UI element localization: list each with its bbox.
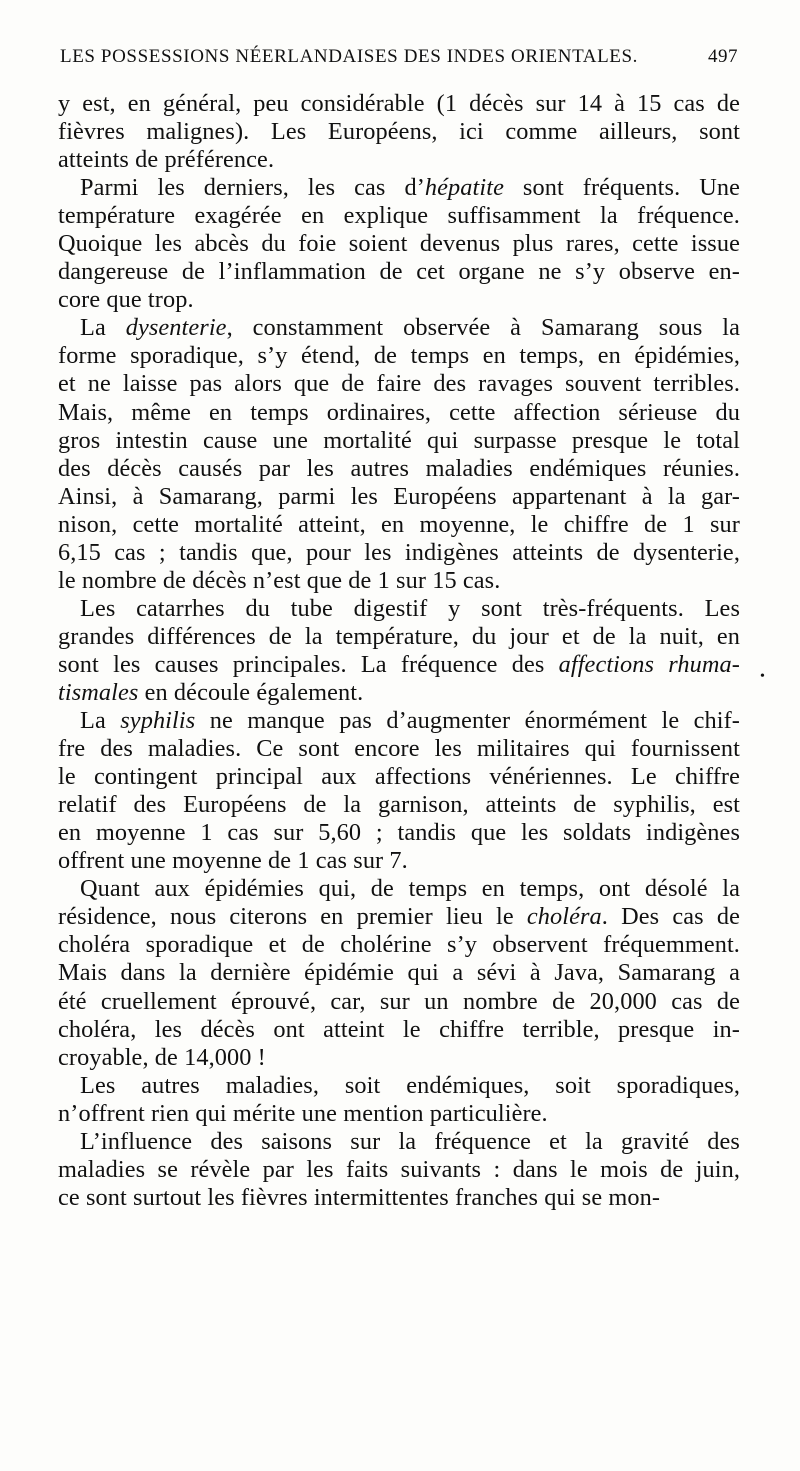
text-line: [58, 595, 740, 623]
margin-dot: •: [760, 669, 765, 684]
line-text-after: sont fréquents. Une: [503, 174, 740, 202]
line-text: nison, cette mortalité atteint, en moyenne, le chiffre de 1 sur: [58, 510, 740, 538]
text-line: [58, 819, 740, 847]
line-text: Mais, même en temps ordinaires, cette affection sérieuse du: [58, 398, 740, 426]
text-line: [58, 567, 740, 595]
line-text: choléra, les décès ont atteint le chiffre terrible, presque in-: [58, 1015, 740, 1043]
text-line: [58, 202, 740, 230]
line-text: Les autres maladies, soit endémiques, soit sporadiques,: [80, 1071, 740, 1099]
line-text-after: en découle également.: [138, 678, 364, 706]
text-line: [58, 314, 740, 342]
text-line: [58, 258, 740, 286]
text-line: [58, 959, 740, 987]
line-text: La: [80, 707, 121, 735]
line-text: fre des maladies. Ce sont encore les militaires qui fournissent: [58, 735, 740, 763]
text-line: [58, 370, 740, 398]
text-line: [58, 1016, 740, 1044]
text-line: [58, 623, 740, 651]
line-text: core que trop.: [58, 286, 194, 314]
line-text: La: [80, 314, 126, 342]
text-line: [58, 1128, 740, 1156]
line-text-after: , constamment observée à Samarang sous la: [226, 314, 741, 342]
text-line: [58, 118, 740, 146]
line-text-after: ne manque pas d’augmenter énormément le chif-: [195, 707, 740, 735]
italic-term: dysenterie: [125, 314, 227, 342]
line-text: dangereuse de l’inflammation de cet organe ne s’y observe en-: [58, 258, 740, 286]
running-head: [60, 46, 738, 76]
line-text: choléra sporadique et de cholérine s’y observent fréquemment.: [58, 931, 740, 959]
text-line: [58, 1156, 740, 1184]
text-line: [58, 903, 740, 931]
line-text: croyable, de 14,000 !: [58, 1043, 266, 1071]
line-text: le contingent principal aux affections vénériennes. Le chiffre: [58, 763, 740, 791]
line-text: offrent une moyenne de 1 cas sur 7.: [58, 847, 408, 875]
body-text: [58, 90, 740, 1212]
line-text: fièvres malignes). Les Européens, ici comme ailleurs, sont: [58, 118, 740, 146]
line-text: forme sporadique, s’y étend, de temps en temps, en épidémies,: [58, 342, 740, 370]
line-text: Ainsi, à Samarang, parmi les Européens appartenant à la gar-: [58, 482, 740, 510]
text-line: [58, 679, 740, 707]
text-line: [58, 511, 740, 539]
line-text: 6,15 cas ; tandis que, pour les indigènes atteints de dysenterie,: [58, 538, 740, 566]
text-line: [58, 90, 740, 118]
text-line: [58, 1044, 740, 1072]
italic-term: hépatite: [424, 174, 504, 202]
text-line: [58, 230, 740, 258]
text-line: [58, 399, 740, 427]
italic-term: affections rhuma-: [558, 650, 740, 678]
text-line: [58, 427, 740, 455]
line-text: Quoique les abcès du foie soient devenus plus rares, cette issue: [58, 230, 740, 258]
line-text-after: . Des cas de: [601, 903, 740, 931]
text-line: [58, 286, 740, 314]
line-text: atteints de préférence.: [58, 146, 275, 174]
line-text: Parmi les derniers, les cas d’: [80, 174, 425, 202]
text-line: [58, 342, 740, 370]
text-line: [58, 791, 740, 819]
line-text: y est, en général, peu considérable (1 décès sur 14 à 15 cas de: [58, 90, 740, 117]
line-text: Mais dans la dernière épidémie qui a sévi à Java, Samarang a: [58, 959, 740, 987]
text-line: [58, 174, 740, 202]
line-text: Les catarrhes du tube digestif y sont très-fréquents. Les: [80, 594, 740, 622]
text-line: [58, 455, 740, 483]
page-number: 497: [708, 46, 738, 67]
text-line: [58, 735, 740, 763]
text-line: [58, 931, 740, 959]
line-text: gros intestin cause une mortalité qui surpasse presque le total: [58, 426, 740, 454]
text-line: [58, 875, 740, 903]
line-text: relatif des Européens de la garnison, atteints de syphilis, est: [58, 791, 740, 819]
text-line: [58, 847, 740, 875]
line-text: en moyenne 1 cas sur 5,60 ; tandis que les soldats indigènes: [58, 819, 740, 847]
text-line: [58, 539, 740, 567]
text-line: [58, 1100, 740, 1128]
italic-term: choléra: [526, 903, 602, 931]
line-text: sont les causes principales. La fréquence des: [58, 650, 559, 678]
text-line: [58, 1072, 740, 1100]
text-line: [58, 651, 740, 679]
line-text: et ne laisse pas alors que de faire des ravages souvent terribles.: [58, 370, 740, 398]
text-line: [58, 763, 740, 791]
line-text: Quant aux épidémies qui, de temps en temps, ont désolé la: [80, 875, 740, 903]
text-line: [58, 707, 740, 735]
line-text: L’influence des saisons sur la fréquence et la gravité des: [80, 1127, 740, 1155]
line-text: maladies se révèle par les faits suivants : dans le mois de juin,: [58, 1155, 740, 1183]
text-line: [58, 1184, 740, 1212]
line-text: ce sont surtout les fièvres intermittentes franches qui se mon-: [58, 1183, 661, 1211]
line-text: des décès causés par les autres maladies endémiques réunies.: [58, 454, 740, 482]
line-text: le nombre de décès n’est que de 1 sur 15 cas.: [58, 566, 501, 594]
italic-term: tismales: [58, 678, 139, 706]
line-text: température exagérée en explique suffisamment la fréquence.: [58, 202, 740, 230]
italic-term: syphilis: [120, 707, 196, 735]
line-text: résidence, nous citerons en premier lieu le: [58, 903, 527, 931]
line-text: n’offrent rien qui mérite une mention particulière.: [58, 1099, 548, 1127]
text-line: [58, 988, 740, 1016]
text-line: [58, 483, 740, 511]
line-text: grandes différences de la température, du jour et de la nuit, en: [58, 622, 740, 650]
running-title: LES POSSESSIONS NÉERLANDAISES DES INDES ORIENTALES.: [60, 46, 639, 67]
line-text: été cruellement éprouvé, car, sur un nombre de 20,000 cas de: [58, 987, 740, 1015]
text-line: [58, 146, 740, 174]
